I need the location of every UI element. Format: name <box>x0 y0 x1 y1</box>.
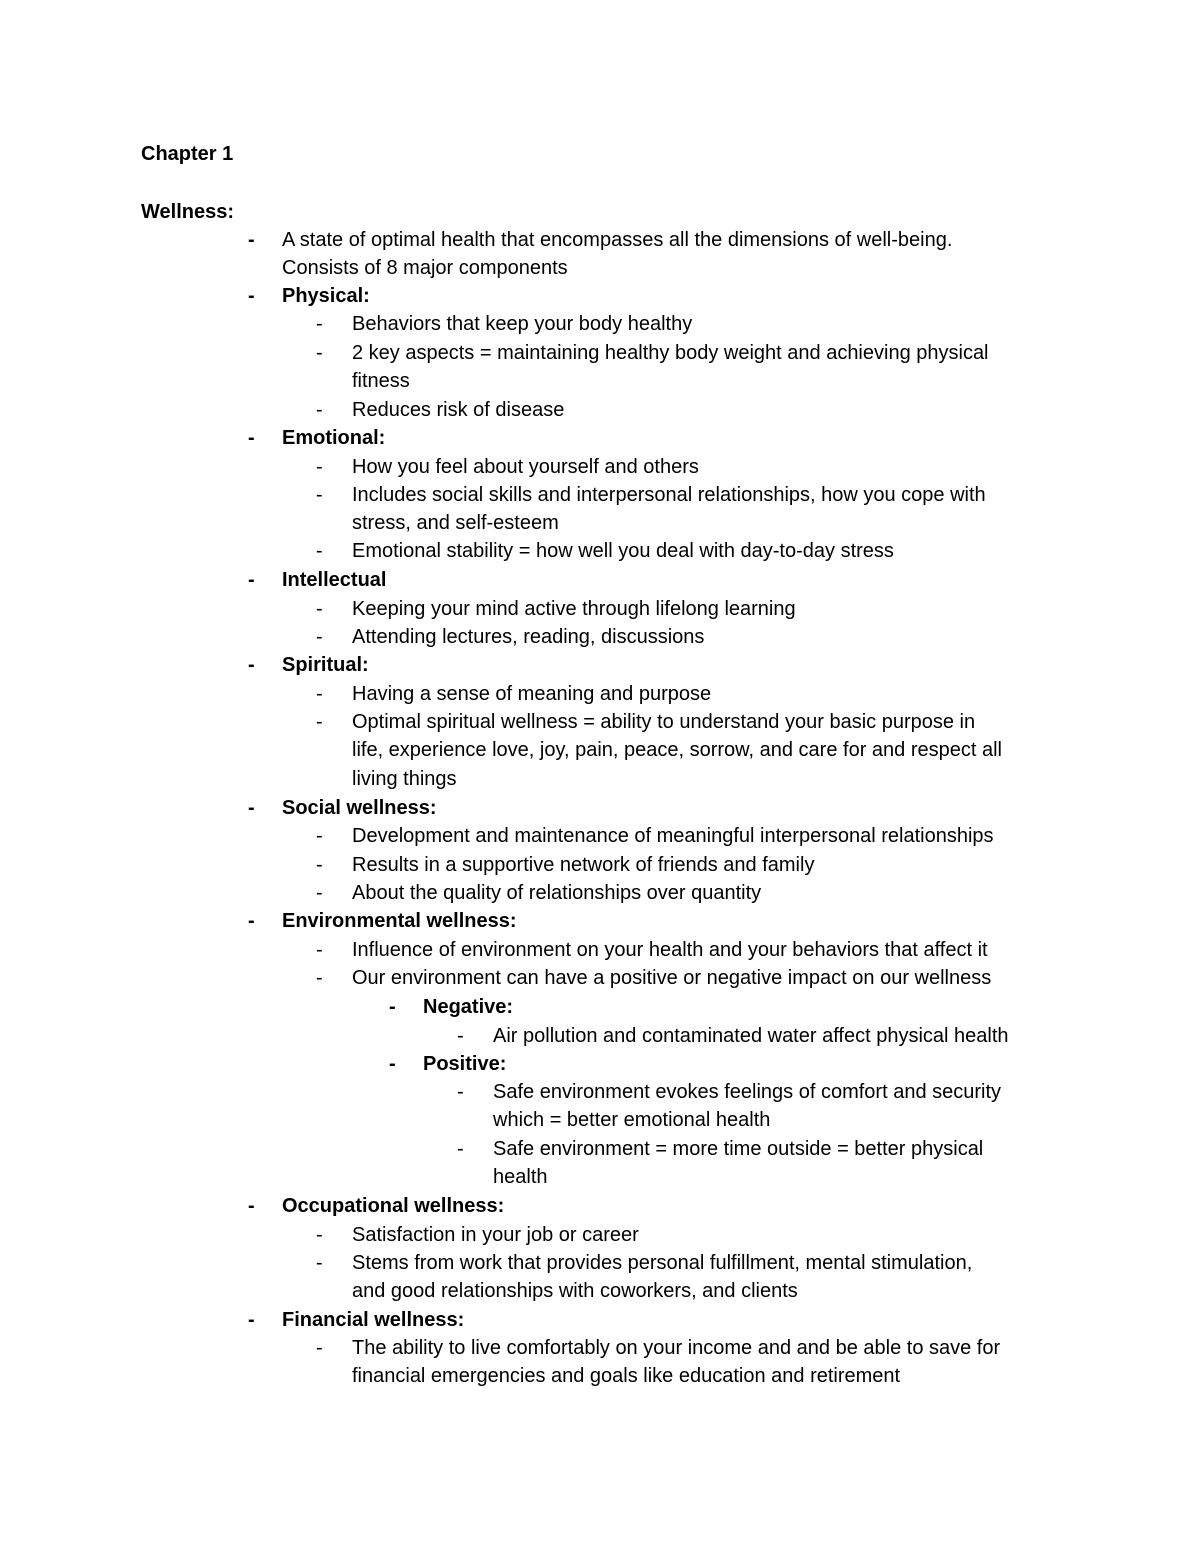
positive-label: Positive: <box>423 1053 507 1075</box>
spiritual-item: Optimal spiritual wellness = ability to understand your basic purpose in <box>352 711 976 733</box>
sub-bullet-dash: - <box>316 825 323 847</box>
intro-line: A state of optimal health that encompasses all the dimensions of well-being. <box>282 229 953 251</box>
sub-bullet-dash: - <box>316 540 323 562</box>
emotional-item: Emotional stability = how well you deal with day-to-day stress <box>352 540 894 562</box>
physical-item: fitness <box>352 370 410 392</box>
environmental-item: Influence of environment on your health and your behaviors that affect it <box>352 939 988 961</box>
spiritual-item: living things <box>352 768 457 790</box>
bullet-dash: - <box>248 569 255 591</box>
chapter-title: Chapter 1 <box>141 143 234 165</box>
physical-item: Reduces risk of disease <box>352 399 565 421</box>
bullet-dash: - <box>248 229 255 251</box>
physical-item: 2 key aspects = maintaining healthy body weight and achieving physical <box>352 342 989 364</box>
sub-bullet-dash: - <box>457 1081 464 1103</box>
spiritual-label: Spiritual: <box>282 654 369 676</box>
sub-bullet-dash: - <box>316 626 323 648</box>
bullet-dash: - <box>248 1195 255 1217</box>
sub-bullet-dash: - <box>316 683 323 705</box>
intellectual-label: Intellectual <box>282 569 387 591</box>
social-label: Social wellness: <box>282 797 437 819</box>
wellness-heading: Wellness: <box>141 201 234 223</box>
financial-item: The ability to live comfortably on your income and and be able to save for <box>352 1337 1001 1359</box>
bullet-dash: - <box>248 797 255 819</box>
intellectual-item: Keeping your mind active through lifelong learning <box>352 598 796 620</box>
social-item: Results in a supportive network of friends and family <box>352 854 815 876</box>
sub-bullet-dash: - <box>316 598 323 620</box>
sub-bullet-dash: - <box>316 342 323 364</box>
physical-label: Physical: <box>282 285 370 307</box>
negative-label: Negative: <box>423 996 514 1018</box>
positive-item: health <box>493 1166 548 1188</box>
occupational-label: Occupational wellness: <box>282 1195 505 1217</box>
occupational-item: Satisfaction in your job or career <box>352 1224 639 1246</box>
financial-item: financial emergencies and goals like education and retirement <box>352 1365 901 1387</box>
emotional-item: How you feel about yourself and others <box>352 456 699 478</box>
emotional-label: Emotional: <box>282 427 386 449</box>
sub-bullet-dash: - <box>316 1252 323 1274</box>
positive-item: which = better emotional health <box>493 1109 771 1131</box>
sub-bullet-dash: - <box>316 484 323 506</box>
sub-bullet-dash: - <box>316 1224 323 1246</box>
emotional-item: Includes social skills and interpersonal relationships, how you cope with <box>352 484 986 506</box>
bullet-dash: - <box>248 654 255 676</box>
physical-item: Behaviors that keep your body healthy <box>352 313 693 335</box>
sub-bullet-dash: - <box>316 711 323 733</box>
environmental-label: Environmental wellness: <box>282 910 517 932</box>
sub-bullet-dash: - <box>316 456 323 478</box>
bullet-dash: - <box>248 427 255 449</box>
occupational-item: and good relationships with coworkers, and clients <box>352 1280 798 1302</box>
sub-bullet-dash: - <box>316 882 323 904</box>
sub-bullet-dash: - <box>316 967 323 989</box>
bullet-dash: - <box>389 996 396 1018</box>
bullet-dash: - <box>248 910 255 932</box>
sub-bullet-dash: - <box>316 313 323 335</box>
sub-bullet-dash: - <box>316 399 323 421</box>
sub-bullet-dash: - <box>316 854 323 876</box>
negative-item: Air pollution and contaminated water affect physical health <box>493 1025 1009 1047</box>
positive-item: Safe environment = more time outside = better physical <box>493 1138 984 1160</box>
social-item: Development and maintenance of meaningful interpersonal relationships <box>352 825 994 847</box>
spiritual-item: Having a sense of meaning and purpose <box>352 683 712 705</box>
bullet-dash: - <box>248 285 255 307</box>
social-item: About the quality of relationships over quantity <box>352 882 762 904</box>
bullet-dash: - <box>248 1309 255 1331</box>
financial-label: Financial wellness: <box>282 1309 465 1331</box>
emotional-item: stress, and self-esteem <box>352 512 559 534</box>
sub-bullet-dash: - <box>316 939 323 961</box>
environmental-item: Our environment can have a positive or negative impact on our wellness <box>352 967 992 989</box>
sub-bullet-dash: - <box>457 1025 464 1047</box>
spiritual-item: life, experience love, joy, pain, peace, sorrow, and care for and respect all <box>352 739 1002 761</box>
sub-bullet-dash: - <box>457 1138 464 1160</box>
positive-item: Safe environment evokes feelings of comfort and security <box>493 1081 1002 1103</box>
intro-line: Consists of 8 major components <box>282 257 568 279</box>
intellectual-item: Attending lectures, reading, discussions <box>352 626 705 648</box>
occupational-item: Stems from work that provides personal fulfillment, mental stimulation, <box>352 1252 973 1274</box>
sub-bullet-dash: - <box>316 1337 323 1359</box>
bullet-dash: - <box>389 1053 396 1075</box>
